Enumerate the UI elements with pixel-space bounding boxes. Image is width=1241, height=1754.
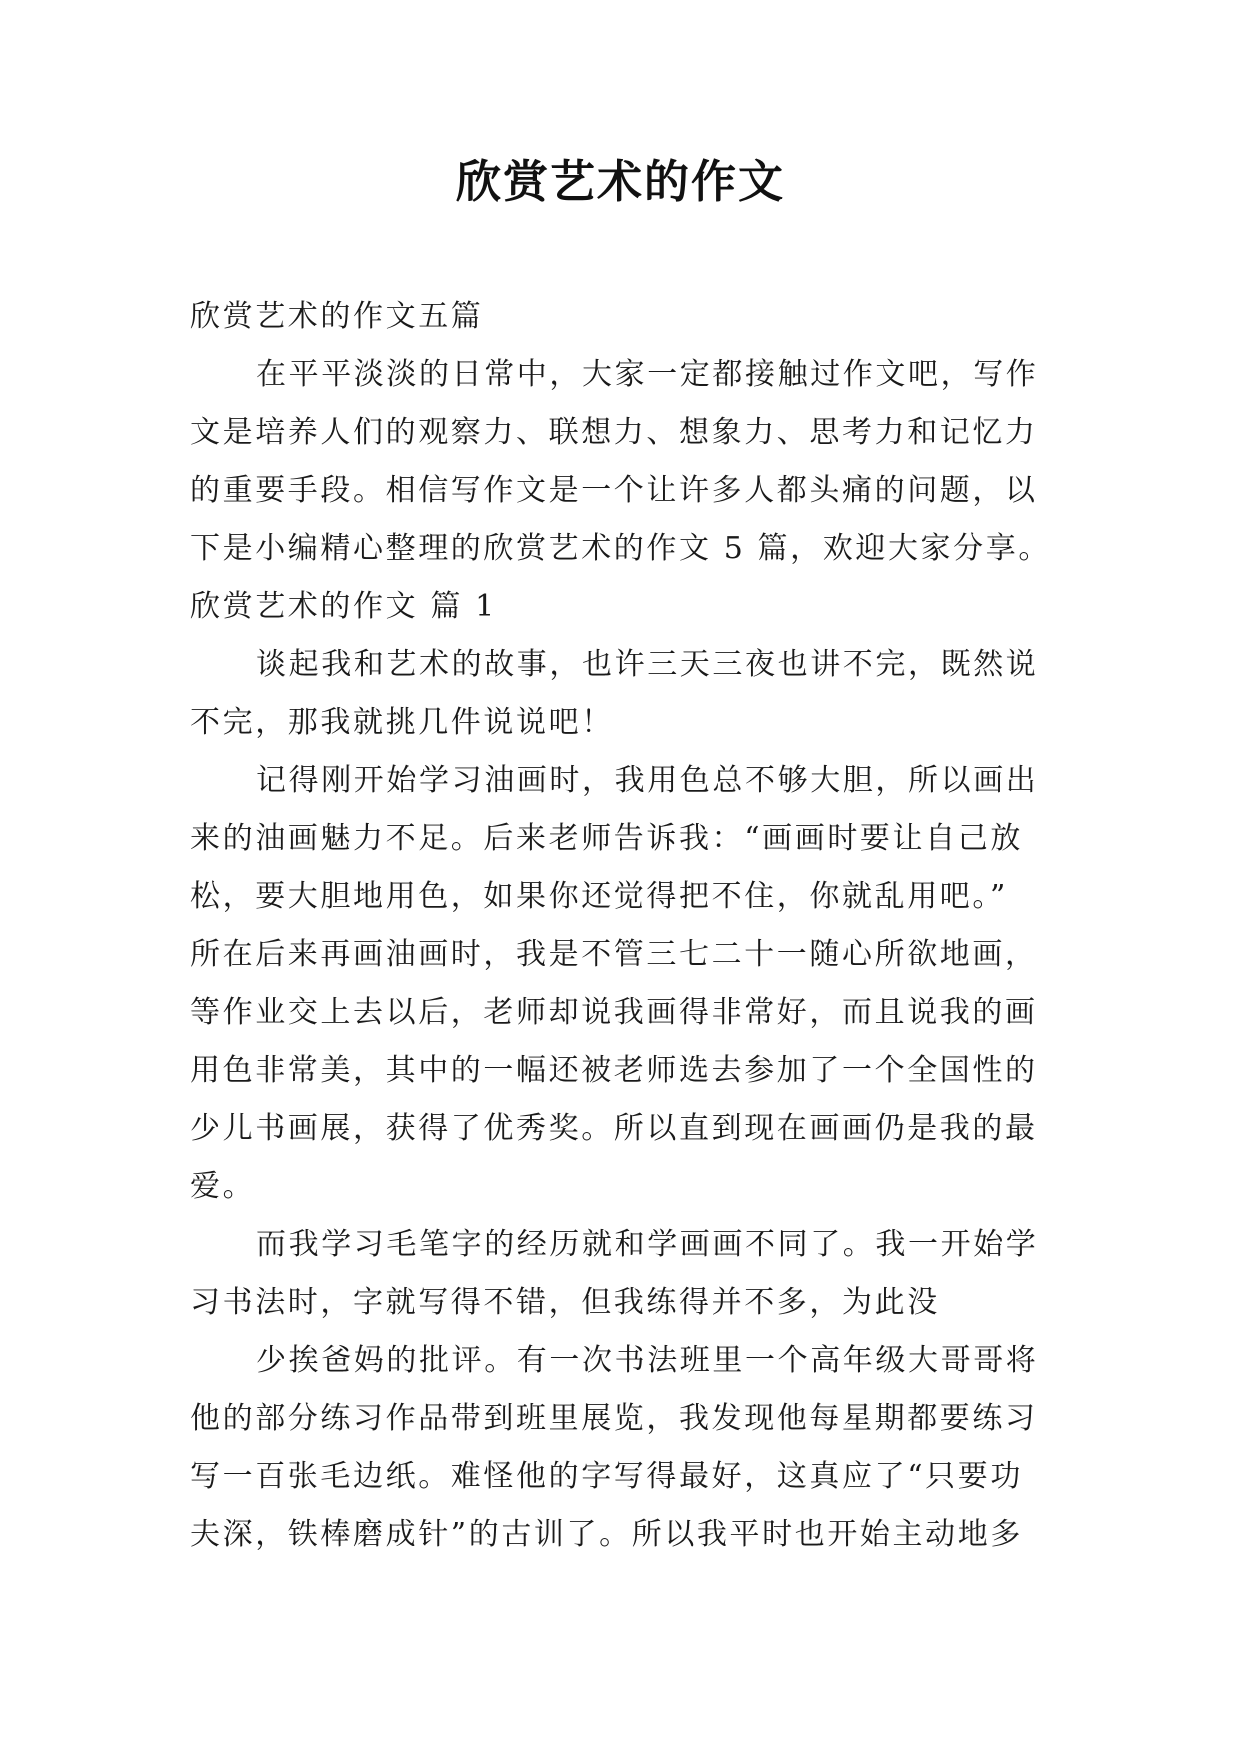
text-line: 记得刚开始学习油画时，我用色总不够大胆，所以画出 bbox=[256, 763, 1039, 798]
text-line: 来的油画魅力不足。后来老师告诉我：“画画时要让自己放 bbox=[190, 821, 1023, 856]
text-line: 习书法时，字就写得不错，但我练得并不多，为此没 bbox=[190, 1285, 940, 1320]
text-line: 等作业交上去以后，老师却说我画得非常好，而且说我的画 bbox=[190, 995, 1038, 1030]
text-line: 所在后来再画油画时，我是不管三七二十一随心所欲地画， bbox=[190, 937, 1038, 972]
text-line: 写一百张毛边纸。难怪他的字写得最好，这真应了“只要功 bbox=[190, 1459, 1023, 1494]
text-line: 在平平淡淡的日常中，大家一定都接触过作文吧，写作 bbox=[256, 357, 1039, 392]
text-line: 松，要大胆地用色，如果你还觉得把不住，你就乱用吧。” bbox=[190, 879, 1008, 914]
text-line: 少儿书画展，获得了优秀奖。所以直到现在画画仍是我的最 bbox=[190, 1111, 1038, 1146]
text-line: 他的部分练习作品带到班里展览，我发现他每星期都要练习 bbox=[190, 1401, 1038, 1436]
text-line: 爱。 bbox=[190, 1169, 256, 1204]
text-line: 文是培养人们的观察力、联想力、想象力、思考力和记忆力 bbox=[190, 415, 1038, 450]
text-line: 而我学习毛笔字的经历就和学画画不同了。我一开始学 bbox=[256, 1227, 1039, 1262]
text-line: 夫深，铁棒磨成针”的古训了。所以我平时也开始主动地多 bbox=[190, 1517, 1023, 1552]
text-line: 欣赏艺术的作文 篇 1 bbox=[190, 589, 497, 624]
text-line: 欣赏艺术的作文五篇 bbox=[190, 299, 484, 334]
document-title: 欣赏艺术的作文 bbox=[455, 155, 785, 208]
text-line: 的重要手段。相信写作文是一个让许多人都头痛的问题，以 bbox=[190, 473, 1038, 508]
text-line: 用色非常美，其中的一幅还被老师选去参加了一个全国性的 bbox=[190, 1053, 1038, 1088]
text-line: 谈起我和艺术的故事，也许三天三夜也讲不完，既然说 bbox=[256, 647, 1039, 682]
text-line: 下是小编精心整理的欣赏艺术的作文 5 篇，欢迎大家分享。 bbox=[190, 531, 1051, 566]
document-body bbox=[190, 288, 1070, 1564]
text-line: 不完，那我就挑几件说说吧！ bbox=[190, 705, 614, 740]
text-line: 少挨爸妈的批评。有一次书法班里一个高年级大哥哥将 bbox=[256, 1343, 1039, 1378]
